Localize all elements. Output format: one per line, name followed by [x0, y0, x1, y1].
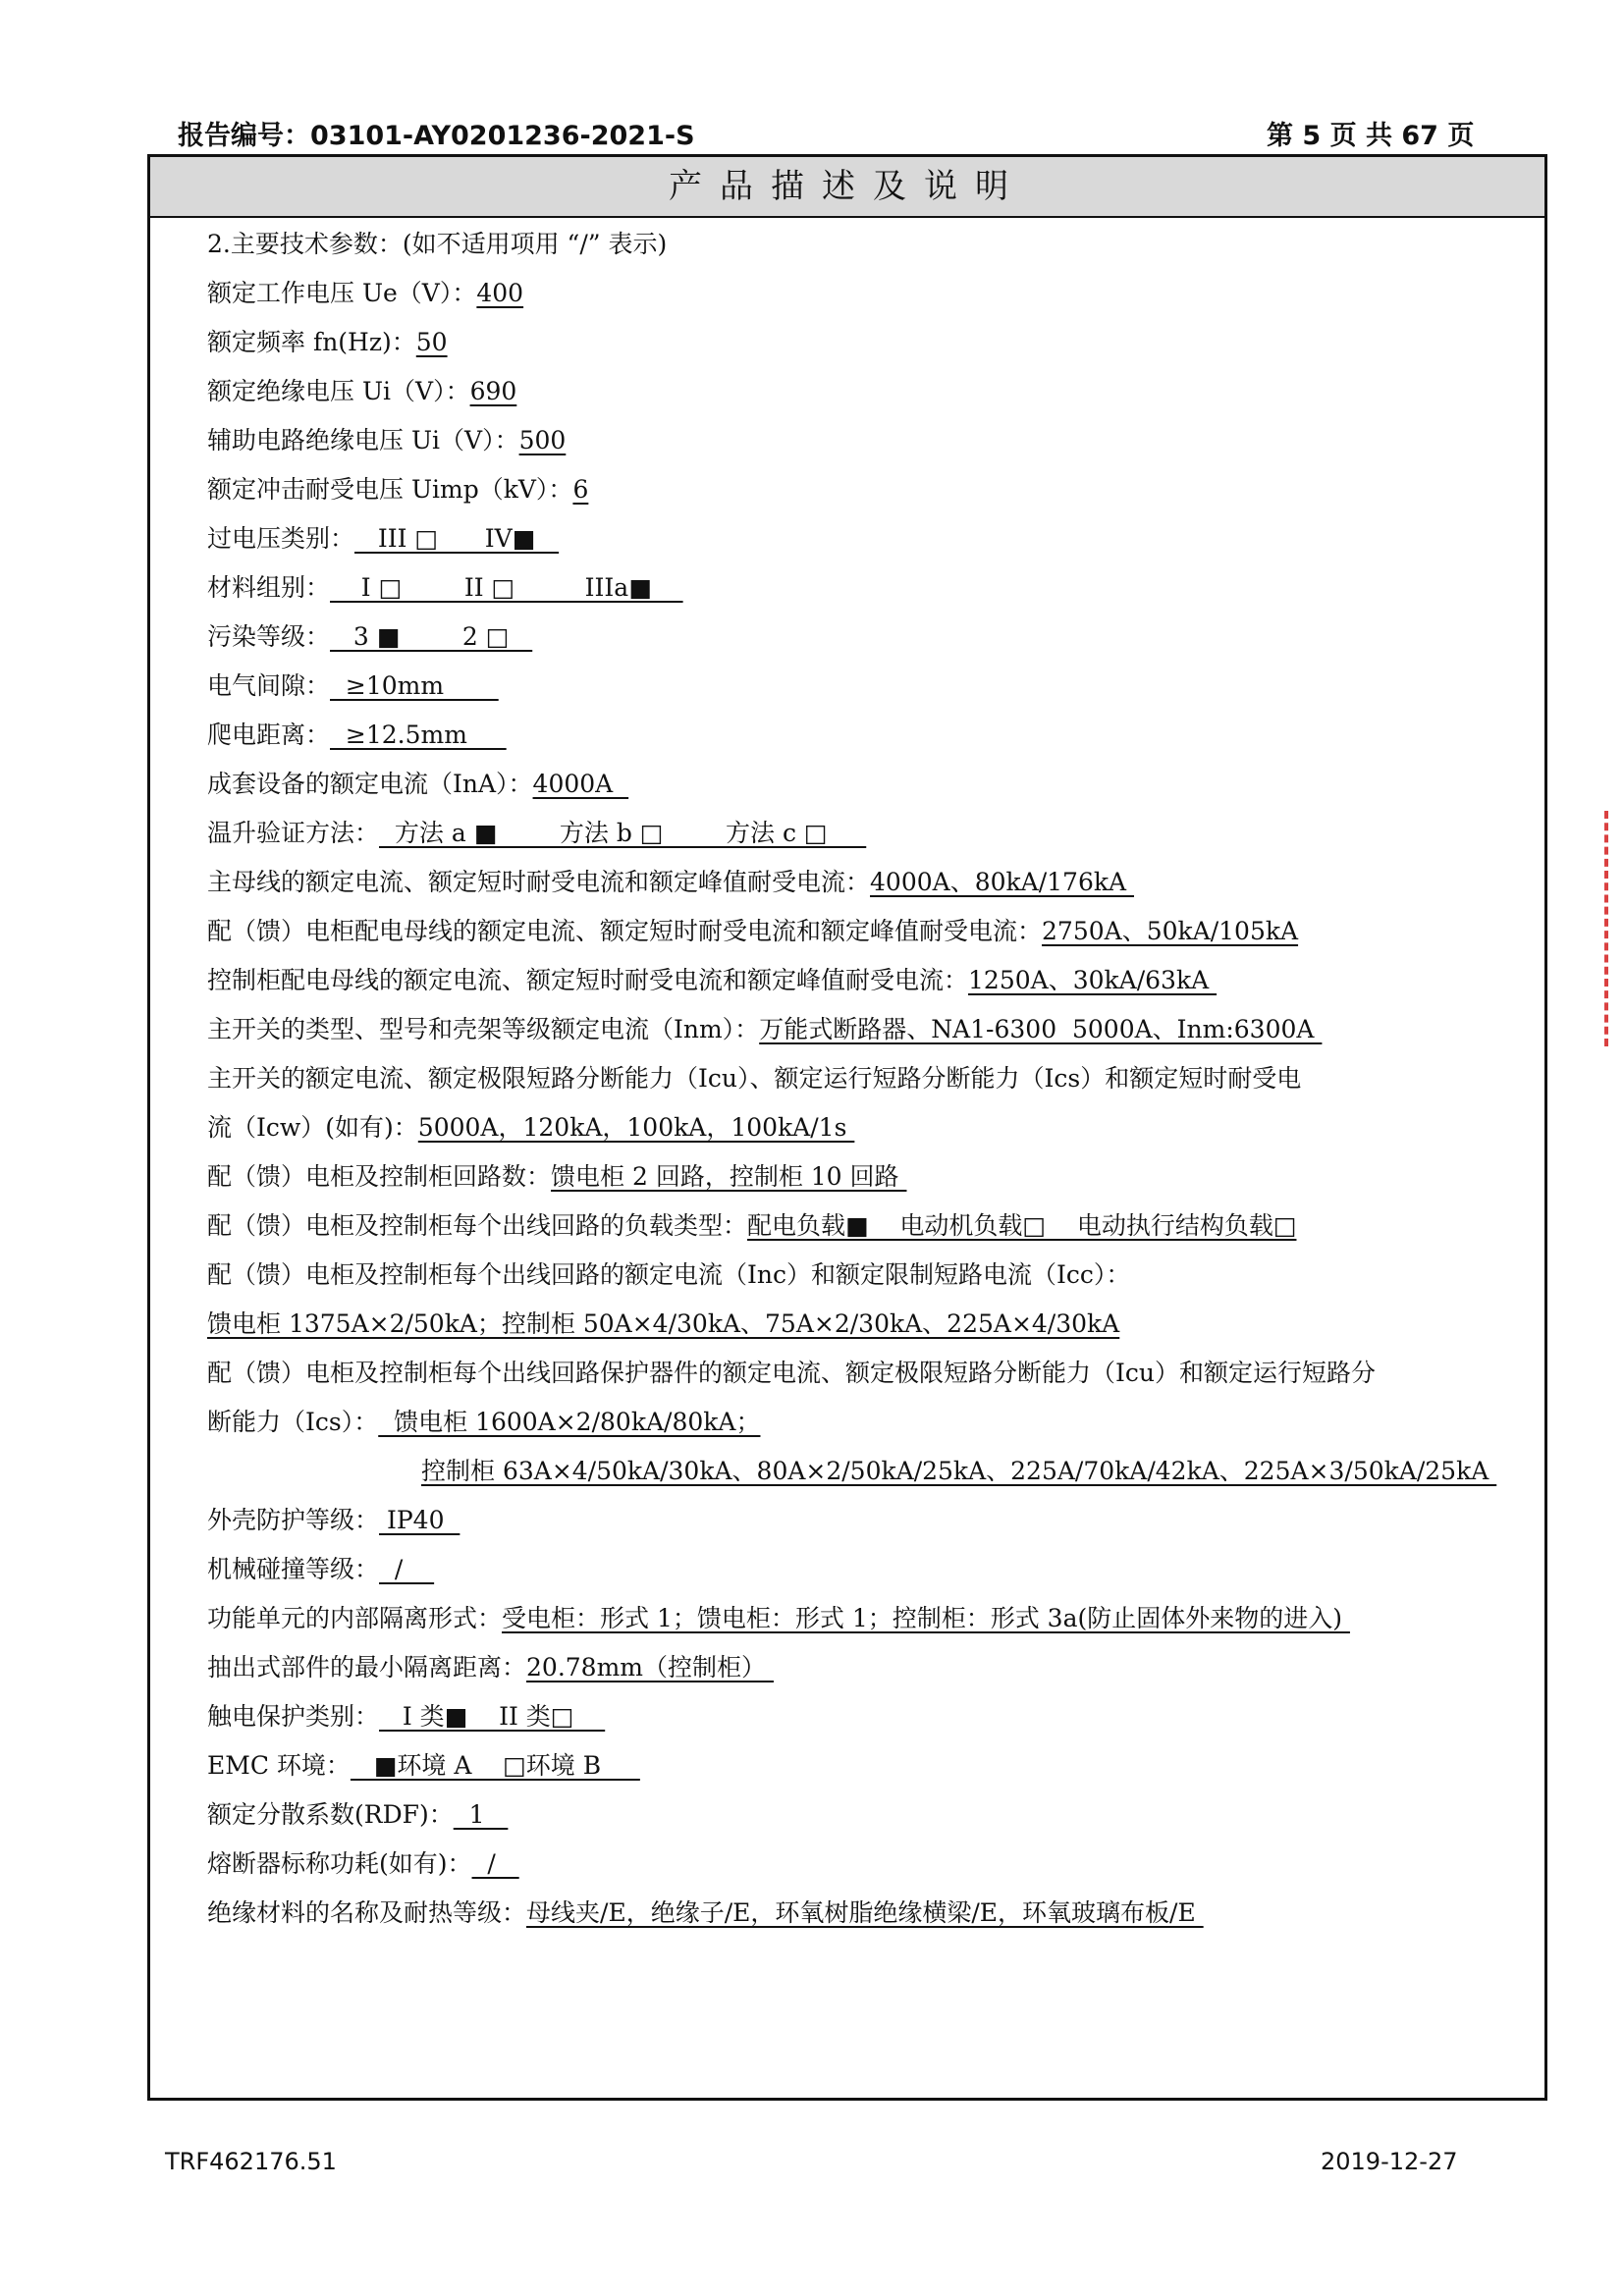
parameter-line: [207, 662, 1544, 711]
parameter-value: 馈电柜 2 回路，控制柜 10 回路: [551, 1162, 907, 1191]
parameter-line: [207, 711, 1544, 760]
parameter-value: 方法 a ■ 方法 b □ 方法 c □: [379, 819, 867, 847]
parameter-value: 6: [572, 475, 589, 504]
parameter-value: 3 ■ 2 □: [330, 622, 533, 651]
form-date: 2019-12-27: [1321, 2148, 1458, 2175]
parameter-label: 熔断器标称功耗(如有)：: [207, 1849, 472, 1878]
parameter-value: I 类■ II 类□: [379, 1702, 606, 1731]
parameter-label: 额定冲击耐受电压 Uimp（kV）：: [207, 475, 573, 504]
parameter-label: 外壳防护等级：: [207, 1506, 380, 1534]
parameter-line: [207, 1594, 1544, 1643]
parameter-value: 1: [453, 1800, 509, 1829]
parameter-label: 触电保护类别：: [207, 1702, 380, 1731]
parameter-label: 温升验证方法：: [207, 819, 380, 847]
parameter-label: 爬电距离：: [207, 721, 331, 749]
parameter-value: 500: [518, 426, 567, 454]
parameter-label: 断能力（Ics）：: [207, 1408, 379, 1436]
parameter-line: [207, 809, 1544, 858]
parameter-line: [207, 1496, 1544, 1545]
parameter-line: [207, 1889, 1544, 1938]
parameter-label: 额定分散系数(RDF)：: [207, 1800, 454, 1829]
parameter-label: EMC 环境：: [207, 1751, 351, 1780]
parameter-label: 绝缘材料的名称及耐热等级：: [207, 1898, 527, 1927]
parameter-value: /: [471, 1849, 519, 1878]
parameter-label: 主母线的额定电流、额定短时耐受电流和额定峰值耐受电流：: [207, 868, 871, 896]
parameter-label: 2.主要技术参数：(如不适用项用 “/” 表示): [207, 230, 668, 258]
parameter-line: [207, 367, 1544, 416]
section-title: 产品描述及说明: [150, 157, 1544, 218]
parameter-label: 配（馈）电柜及控制柜每个出线回路保护器件的额定电流、额定极限短路分断能力（Icu）和额定运行短路分: [207, 1359, 1376, 1387]
parameter-line: [207, 1201, 1544, 1251]
parameter-label: 机械碰撞等级：: [207, 1555, 380, 1583]
parameter-list: [207, 220, 1544, 1938]
parameter-line: [207, 858, 1544, 907]
parameter-value: 2750A、50kA/105kA: [1042, 917, 1299, 945]
parameter-line: [207, 1643, 1544, 1692]
parameter-value: /: [379, 1555, 435, 1583]
parameter-label: 材料组别：: [207, 573, 331, 602]
parameter-line: [207, 1741, 1544, 1790]
parameter-line: [207, 1251, 1544, 1300]
red-stamp-edge: [1604, 811, 1624, 1046]
parameter-label: 电气间隙：: [207, 671, 331, 700]
parameter-label: 额定工作电压 Ue（V）：: [207, 279, 477, 307]
parameter-label: 控制柜配电母线的额定电流、额定短时耐受电流和额定峰值耐受电流：: [207, 966, 969, 994]
parameter-label: 配（馈）电柜配电母线的额定电流、额定短时耐受电流和额定峰值耐受电流：: [207, 917, 1043, 945]
form-number: TRF462176.51: [165, 2148, 337, 2175]
parameter-line: [207, 1790, 1544, 1840]
parameter-line: [207, 563, 1544, 613]
parameter-value: ≥10mm: [330, 671, 499, 700]
parameter-line: [207, 1545, 1544, 1594]
parameter-line: [207, 956, 1544, 1005]
parameter-label: 成套设备的额定电流（InA）：: [207, 770, 533, 798]
parameter-line: [207, 514, 1544, 563]
parameter-line: [207, 220, 1544, 269]
parameter-label: 额定绝缘电压 Ui（V）：: [207, 377, 470, 405]
parameter-value: 母线夹/E，绝缘子/E，环氧树脂绝缘横梁/E，环氧玻璃布板/E: [526, 1898, 1204, 1927]
parameter-label: 流（Icw）(如有)：: [207, 1113, 418, 1142]
parameter-value: 控制柜 63A×4/50kA/30kA、80A×2/50kA/25kA、225A/70kA/42kA、225A×3/50kA/25kA: [421, 1457, 1497, 1485]
parameter-label: 主开关的额定电流、额定极限短路分断能力（Icu）、额定运行短路分断能力（Ics）和额定短时耐受电: [207, 1064, 1302, 1093]
parameter-line: [207, 1447, 1544, 1496]
parameter-value: 配电负载■ 电动机负载□ 电动执行结构负载□: [747, 1211, 1297, 1240]
parameter-label: 额定频率 fn(Hz)：: [207, 328, 416, 356]
parameter-value: 690: [469, 377, 517, 405]
parameter-value: 50: [415, 328, 448, 356]
parameter-value: 受电柜：形式 1；馈电柜：形式 1；控制柜：形式 3a(防止固体外来物的进入): [502, 1604, 1350, 1632]
parameter-value: 1250A、30kA/63kA: [968, 966, 1218, 994]
parameter-line: [207, 907, 1544, 956]
parameter-line: [207, 1692, 1544, 1741]
parameter-label: 主开关的类型、型号和壳架等级额定电流（Inm）：: [207, 1015, 760, 1043]
parameter-line: [207, 1840, 1544, 1889]
parameter-line: [207, 269, 1544, 318]
parameter-label: 功能单元的内部隔离形式：: [207, 1604, 503, 1632]
parameter-line: [207, 1349, 1544, 1398]
parameter-value: 馈电柜 1600A×2/80kA/80kA；: [378, 1408, 761, 1436]
parameter-value: 4000A: [532, 770, 629, 798]
parameter-value: I □ II □ IIIa■: [330, 573, 683, 602]
parameter-label: 抽出式部件的最小隔离距离：: [207, 1653, 527, 1682]
parameter-label: 过电压类别：: [207, 524, 355, 553]
parameter-value: 5000A，120kA，100kA，100kA/1s: [417, 1113, 855, 1142]
parameter-label: 配（馈）电柜及控制柜回路数：: [207, 1162, 552, 1191]
parameter-label: 配（馈）电柜及控制柜每个出线回路的负载类型：: [207, 1211, 748, 1240]
parameter-line: [207, 1054, 1544, 1103]
parameter-value: ■环境 A □环境 B: [350, 1751, 640, 1780]
parameter-line: [207, 465, 1544, 514]
parameter-line: [207, 613, 1544, 662]
parameter-value: 馈电柜 1375A×2/50kA；控制柜 50A×4/30kA、75A×2/30kA、225A×4/30kA: [207, 1309, 1120, 1338]
parameter-value: 万能式断路器、NA1-6300 5000A、Inm:6300A: [759, 1015, 1323, 1043]
parameter-value: 4000A、80kA/176kA: [870, 868, 1134, 896]
parameter-label: 辅助电路绝缘电压 Ui（V）：: [207, 426, 519, 454]
parameter-line: [207, 416, 1544, 465]
parameter-value: III □ IV■: [354, 524, 560, 553]
parameter-line: [207, 1152, 1544, 1201]
parameter-label: 污染等级：: [207, 622, 331, 651]
report-number: 报告编号：03101-AY0201236-2021-S: [178, 121, 695, 151]
page-counter: 第 5 页 共 67 页: [1267, 121, 1475, 151]
content-frame: [147, 154, 1547, 2101]
parameter-value: 20.78mm（控制柜）: [526, 1653, 774, 1682]
parameter-line: [207, 318, 1544, 367]
parameter-line: [207, 760, 1544, 809]
parameter-label: 配（馈）电柜及控制柜每个出线回路的额定电流（Inc）和额定限制短路电流（Icc）：: [207, 1260, 1131, 1289]
parameter-value: ≥12.5mm: [330, 721, 507, 749]
parameter-line: [207, 1300, 1544, 1349]
parameter-line: [207, 1103, 1544, 1152]
parameter-value: 400: [476, 279, 524, 307]
parameter-line: [207, 1005, 1544, 1054]
parameter-line: [207, 1398, 1544, 1447]
parameter-value: IP40: [379, 1506, 460, 1534]
